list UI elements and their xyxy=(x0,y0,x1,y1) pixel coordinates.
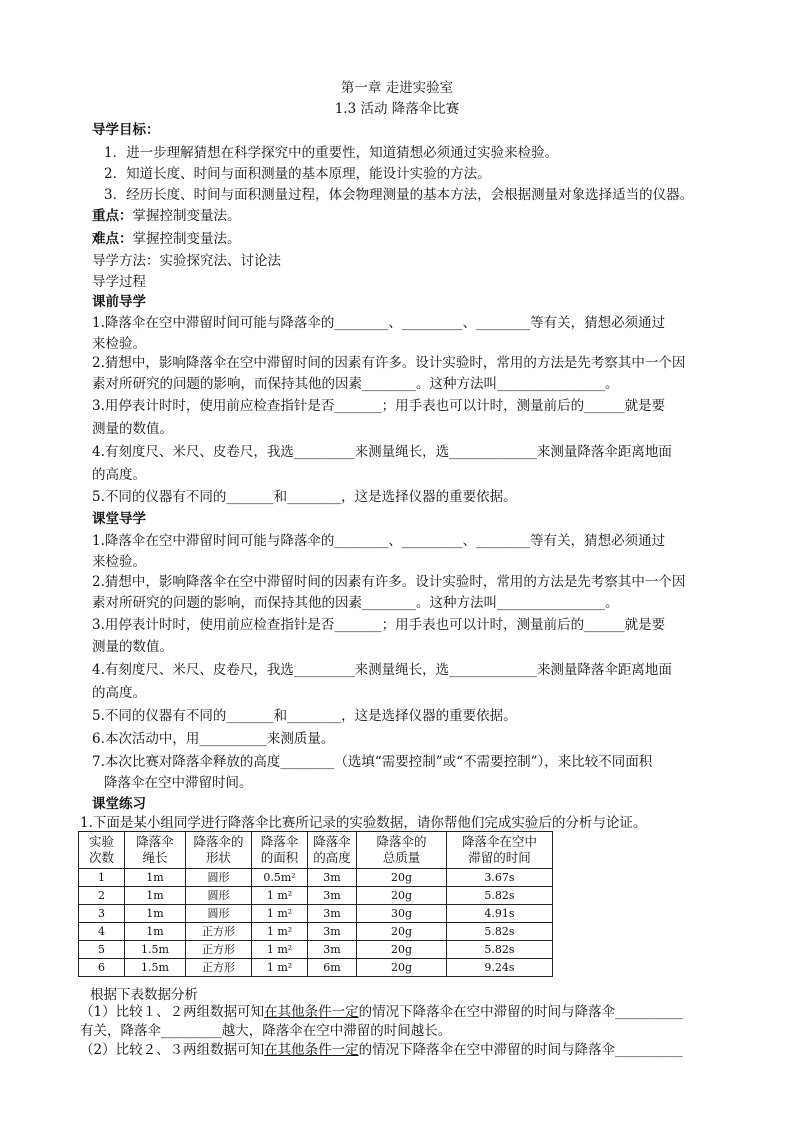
table-row xyxy=(79,923,553,941)
table-cell: 5.82s xyxy=(447,887,553,905)
table-cell: 4 xyxy=(79,923,125,941)
q1-underlined: 在其他条件一定 xyxy=(264,1004,359,1020)
difficulty-label: 难点： xyxy=(92,231,133,247)
objective-item: 2．知道长度、时间与面积测量的基本原理，能设计实验的方法。 xyxy=(104,166,491,182)
table-row xyxy=(79,941,553,959)
table-row xyxy=(79,959,553,977)
table-cell: 1m xyxy=(125,869,186,887)
table-cell: 6 xyxy=(79,959,125,977)
table-cell: 圆形 xyxy=(186,887,252,905)
in-class-line: 4.有刻度尺、米尺、皮卷尺，我选_________来测量绳长，选_____________来测量降落伞距离地面 xyxy=(92,662,672,678)
table-row xyxy=(79,905,553,923)
q2-suffix: 的情况下降落伞在空中滞留的时间与降落伞__________ xyxy=(358,1042,683,1058)
table-header-cell: 降落伞在空中 滞留的时间 xyxy=(447,832,553,869)
table-row xyxy=(79,887,553,905)
table-cell: 3m xyxy=(308,941,357,959)
table-cell: 0.5m² xyxy=(252,869,308,887)
table-header-cell: 降落伞的 形状 xyxy=(186,832,252,869)
table-cell: 1.5m xyxy=(125,959,186,977)
table-header-cell: 降落伞 绳长 xyxy=(125,832,186,869)
objectives-heading: 导学目标： xyxy=(92,122,160,138)
q1-suffix: 的情况下降落伞在空中滞留的时间与降落伞__________ xyxy=(358,1004,683,1020)
table-cell: 20g xyxy=(357,959,447,977)
in-class-line: 6.本次活动中，用__________来测质量。 xyxy=(92,731,335,747)
in-class-line: 1.降落伞在空中滞留时间可能与降落伞的________、_________、________等有关，猜想必须通过 xyxy=(92,533,666,549)
table-cell: 1 m² xyxy=(252,887,308,905)
table-cell: 3 xyxy=(79,905,125,923)
table-cell: 5 xyxy=(79,941,125,959)
table-cell: 1 xyxy=(79,869,125,887)
pre-class-heading: 课前导学 xyxy=(92,294,146,310)
table-header-row xyxy=(79,832,553,869)
in-class-line: 2.猜想中，影响降落伞在空中滞留时间的因素有许多。设计实验时，常用的方法是先考察其中一个因 xyxy=(92,574,686,590)
in-class-line: 3.用停表计时时，使用前应检查指针是否_______；用手表也可以计时，测量前后的______就是要 xyxy=(92,617,666,633)
table-cell: 2 xyxy=(79,887,125,905)
pre-class-line: 5.不同的仪器有不同的_______和________，这是选择仪器的重要依据。 xyxy=(92,489,517,505)
table-cell: 20g xyxy=(357,869,447,887)
practice-question: 1.下面是某小组同学进行降落伞比赛所记录的实验数据，请你帮他们完成实验后的分析与论证。 xyxy=(80,815,647,831)
table-cell: 圆形 xyxy=(186,905,252,923)
table-cell: 1m xyxy=(125,905,186,923)
table-cell: 1m xyxy=(125,923,186,941)
method-line: 导学方法：实验探究法、讨论法 xyxy=(92,253,281,269)
table-cell: 5.82s xyxy=(447,941,553,959)
pre-class-line: 2.猜想中，影响降落伞在空中滞留时间的因素有许多。设计实验时，常用的方法是先考察其中一个因 xyxy=(92,355,686,371)
in-class-line: 测量的数值。 xyxy=(92,639,173,655)
q2-underlined: 在其他条件一定 xyxy=(264,1042,359,1058)
difficulty-text: 掌握控制变量法。 xyxy=(132,231,241,247)
table-cell: 5.82s xyxy=(447,923,553,941)
pre-class-line: 测量的数值。 xyxy=(92,421,173,437)
table-cell: 20g xyxy=(357,923,447,941)
lesson-title: 1.3 活动 降落伞比赛 xyxy=(334,101,460,117)
practice-heading: 课堂练习 xyxy=(92,796,146,812)
table-cell: 4.91s xyxy=(447,905,553,923)
in-class-line: 来检验。 xyxy=(92,554,146,570)
table-cell: 正方形 xyxy=(186,923,252,941)
table-cell: 正方形 xyxy=(186,959,252,977)
data-table xyxy=(78,831,553,977)
table-cell: 1 m² xyxy=(252,959,308,977)
table-cell: 1 m² xyxy=(252,905,308,923)
table-cell: 正方形 xyxy=(186,941,252,959)
pre-class-line: 的高度。 xyxy=(92,467,146,483)
pre-class-line: 素对所研究的问题的影响，而保持其他的因素________。这种方法叫________________。 xyxy=(92,376,619,392)
table-cell: 1.5m xyxy=(125,941,186,959)
analysis-q2 xyxy=(80,1040,683,1060)
chapter-title: 第一章 走进实验室 xyxy=(340,80,454,96)
table-cell: 30g xyxy=(357,905,447,923)
table-cell: 1 m² xyxy=(252,923,308,941)
pre-class-line: 1.降落伞在空中滞留时间可能与降落伞的________、_________、________等有关，猜想必须通过 xyxy=(92,315,666,331)
table-row xyxy=(79,869,553,887)
table-header-cell: 降落伞的 总质量 xyxy=(357,832,447,869)
in-class-line: 素对所研究的问题的影响，而保持其他的因素________。这种方法叫________________。 xyxy=(92,595,619,611)
analysis-q1 xyxy=(80,1002,683,1022)
table-header-cell: 实验 次数 xyxy=(79,832,125,869)
table-cell: 20g xyxy=(357,941,447,959)
objective-item: 3．经历长度、时间与面积测量过程，体会物理测量的基本方法，会根据测量对象选择适当的仪器。 xyxy=(104,187,694,203)
in-class-line: 5.不同的仪器有不同的_______和________，这是选择仪器的重要依据。 xyxy=(92,708,517,724)
analysis-intro: 根据下表数据分析 xyxy=(90,987,198,1003)
pre-class-line: 3.用停表计时时，使用前应检查指针是否_______；用手表也可以计时，测量前后的______就是要 xyxy=(92,398,666,414)
table-cell: 3m xyxy=(308,923,357,941)
table-cell: 9.24s xyxy=(447,959,553,977)
in-class-line: 7.本次比赛对降落伞释放的高度________（选填“需要控制”或“不需要控制”），来比较不同面积 xyxy=(92,754,653,770)
table-cell: 1m xyxy=(125,887,186,905)
key-point-text: 掌握控制变量法。 xyxy=(132,208,241,224)
difficulty xyxy=(92,229,241,249)
table-cell: 3m xyxy=(308,887,357,905)
q2-prefix: （2）比较２、３两组数据可知 xyxy=(80,1042,265,1058)
table-cell: 1 m² xyxy=(252,941,308,959)
in-class-line: 的高度。 xyxy=(92,685,146,701)
table-cell: 20g xyxy=(357,887,447,905)
analysis-q1-line2: 有关，降落伞_________越大，降落伞在空中滞留的时间越长。 xyxy=(80,1023,452,1039)
table-cell: 3m xyxy=(308,905,357,923)
process-line: 导学过程 xyxy=(92,274,146,290)
table-header-cell: 降落伞 的高度 xyxy=(308,832,357,869)
pre-class-line: 来检验。 xyxy=(92,336,146,352)
table-cell: 圆形 xyxy=(186,869,252,887)
objective-item: 1．进一步理解猜想在科学探究中的重要性，知道猜想必须通过实验来检验。 xyxy=(104,145,559,161)
in-class-heading: 课堂导学 xyxy=(92,511,146,527)
key-point xyxy=(92,206,241,226)
table-cell: 6m xyxy=(308,959,357,977)
key-point-label: 重点： xyxy=(92,208,133,224)
table-cell: 3m xyxy=(308,869,357,887)
pre-class-line: 4.有刻度尺、米尺、皮卷尺，我选_________来测量绳长，选_____________来测量降落伞距离地面 xyxy=(92,444,672,460)
table-header-cell: 降落伞 的面积 xyxy=(252,832,308,869)
table-cell: 3.67s xyxy=(447,869,553,887)
q1-prefix: （1）比较１、２两组数据可知 xyxy=(80,1004,265,1020)
in-class-line: 降落伞在空中滞留时间。 xyxy=(104,775,253,791)
